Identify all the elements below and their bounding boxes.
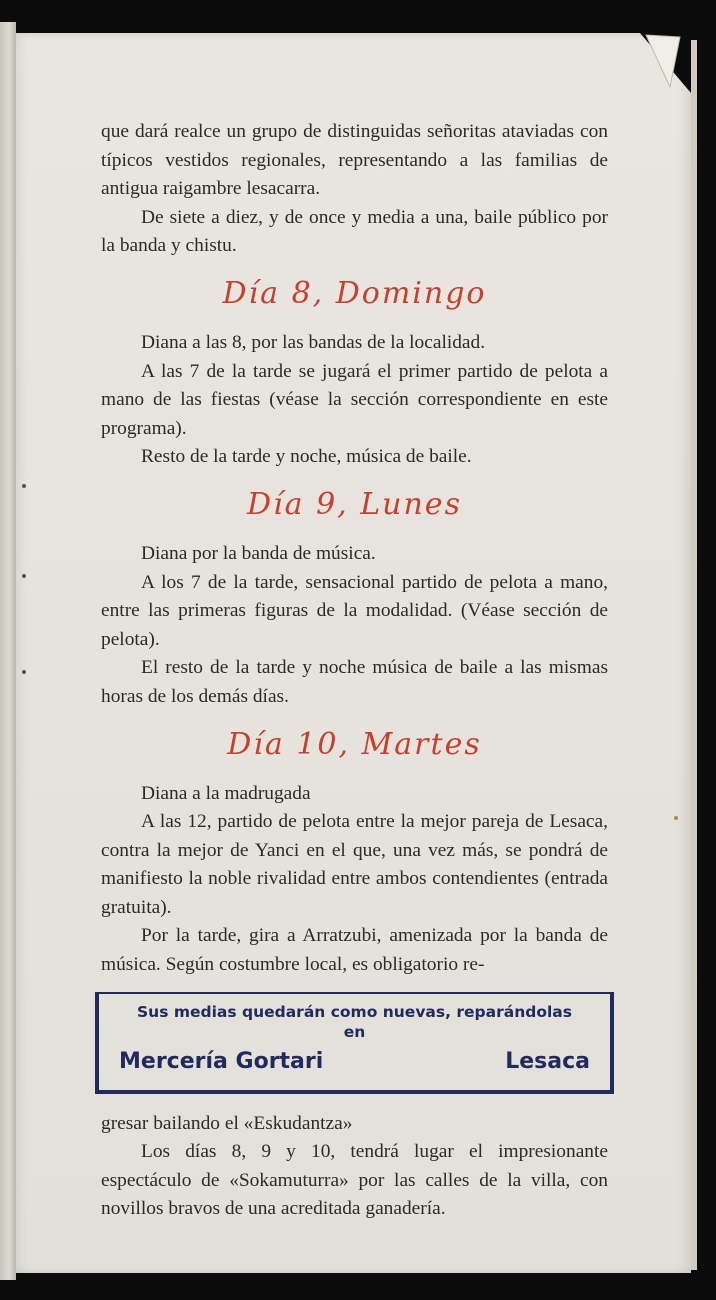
paragraph: Por la tarde, gira a Arratzubi, amenizada por la banda de música. Según costumbre local, es obligatorio re- (101, 925, 608, 976)
ad-town: Lesaca (505, 1048, 590, 1074)
day-heading: Día 8, Domingo (222, 275, 487, 311)
paragraph: que dará realce un grupo de distinguidas señoritas ataviadas con típicos vestidos regionales, representando a las familias de antigua raigambre lesacarra. (101, 121, 608, 200)
paragraph: A las 12, partido de pelota entre la mejor pareja de Lesaca, contra la mejor de Yanci en el que, una vez más, se pondrá de manifiesto la noble rivalidad entre ambos contendientes (entrada gratuita). (101, 811, 608, 918)
margin-mark (674, 816, 678, 820)
margin-mark (22, 484, 26, 488)
folded-corner (640, 33, 691, 93)
ad-footer (119, 1048, 590, 1076)
right-page-edge (691, 40, 697, 1270)
margin-mark (22, 670, 26, 674)
advertisement-box (95, 992, 614, 1094)
paragraph: Diana a las 8, por las bandas de la localidad. (141, 331, 486, 353)
ad-connector: en (343, 1022, 366, 1041)
ad-shop-name: Mercería Gortari (119, 1048, 324, 1074)
paragraph: Diana a la madrugada (141, 782, 311, 804)
paragraph: Diana por la banda de música. (141, 542, 376, 564)
day-heading: Día 10, Martes (227, 726, 482, 762)
paragraph: Los días 8, 9 y 10, tendrá lugar el impresionante espectáculo de «Sokamuturra» por las calles de la villa, con novillos bravos de una acreditada ganadería. (101, 1141, 608, 1220)
paragraph: gresar bailando el «Eskudantza» (101, 1112, 353, 1134)
paragraph: De siete a diez, y de once y media a una, baile público por la banda y chistu. (101, 206, 608, 257)
ad-slogan: Sus medias quedarán como nuevas, reparándolas (137, 1002, 572, 1021)
paragraph: A los 7 de la tarde, sensacional partido de pelota a mano, entre las primeras figuras de la modalidad. (Véase sección de pelota). (101, 571, 608, 650)
left-page-edge (0, 22, 16, 1280)
paragraph: A las 7 de la tarde se jugará el primer partido de pelota a mano de las fiestas (véase la sección correspondiente en este programa). (101, 360, 608, 439)
day-heading: Día 9, Lunes (247, 486, 462, 522)
paragraph: Resto de la tarde y noche, música de baile. (141, 446, 472, 468)
margin-mark (22, 574, 26, 578)
page-content (101, 118, 608, 1224)
paragraph: El resto de la tarde y noche música de baile a las mismas horas de los demás días. (101, 657, 608, 707)
